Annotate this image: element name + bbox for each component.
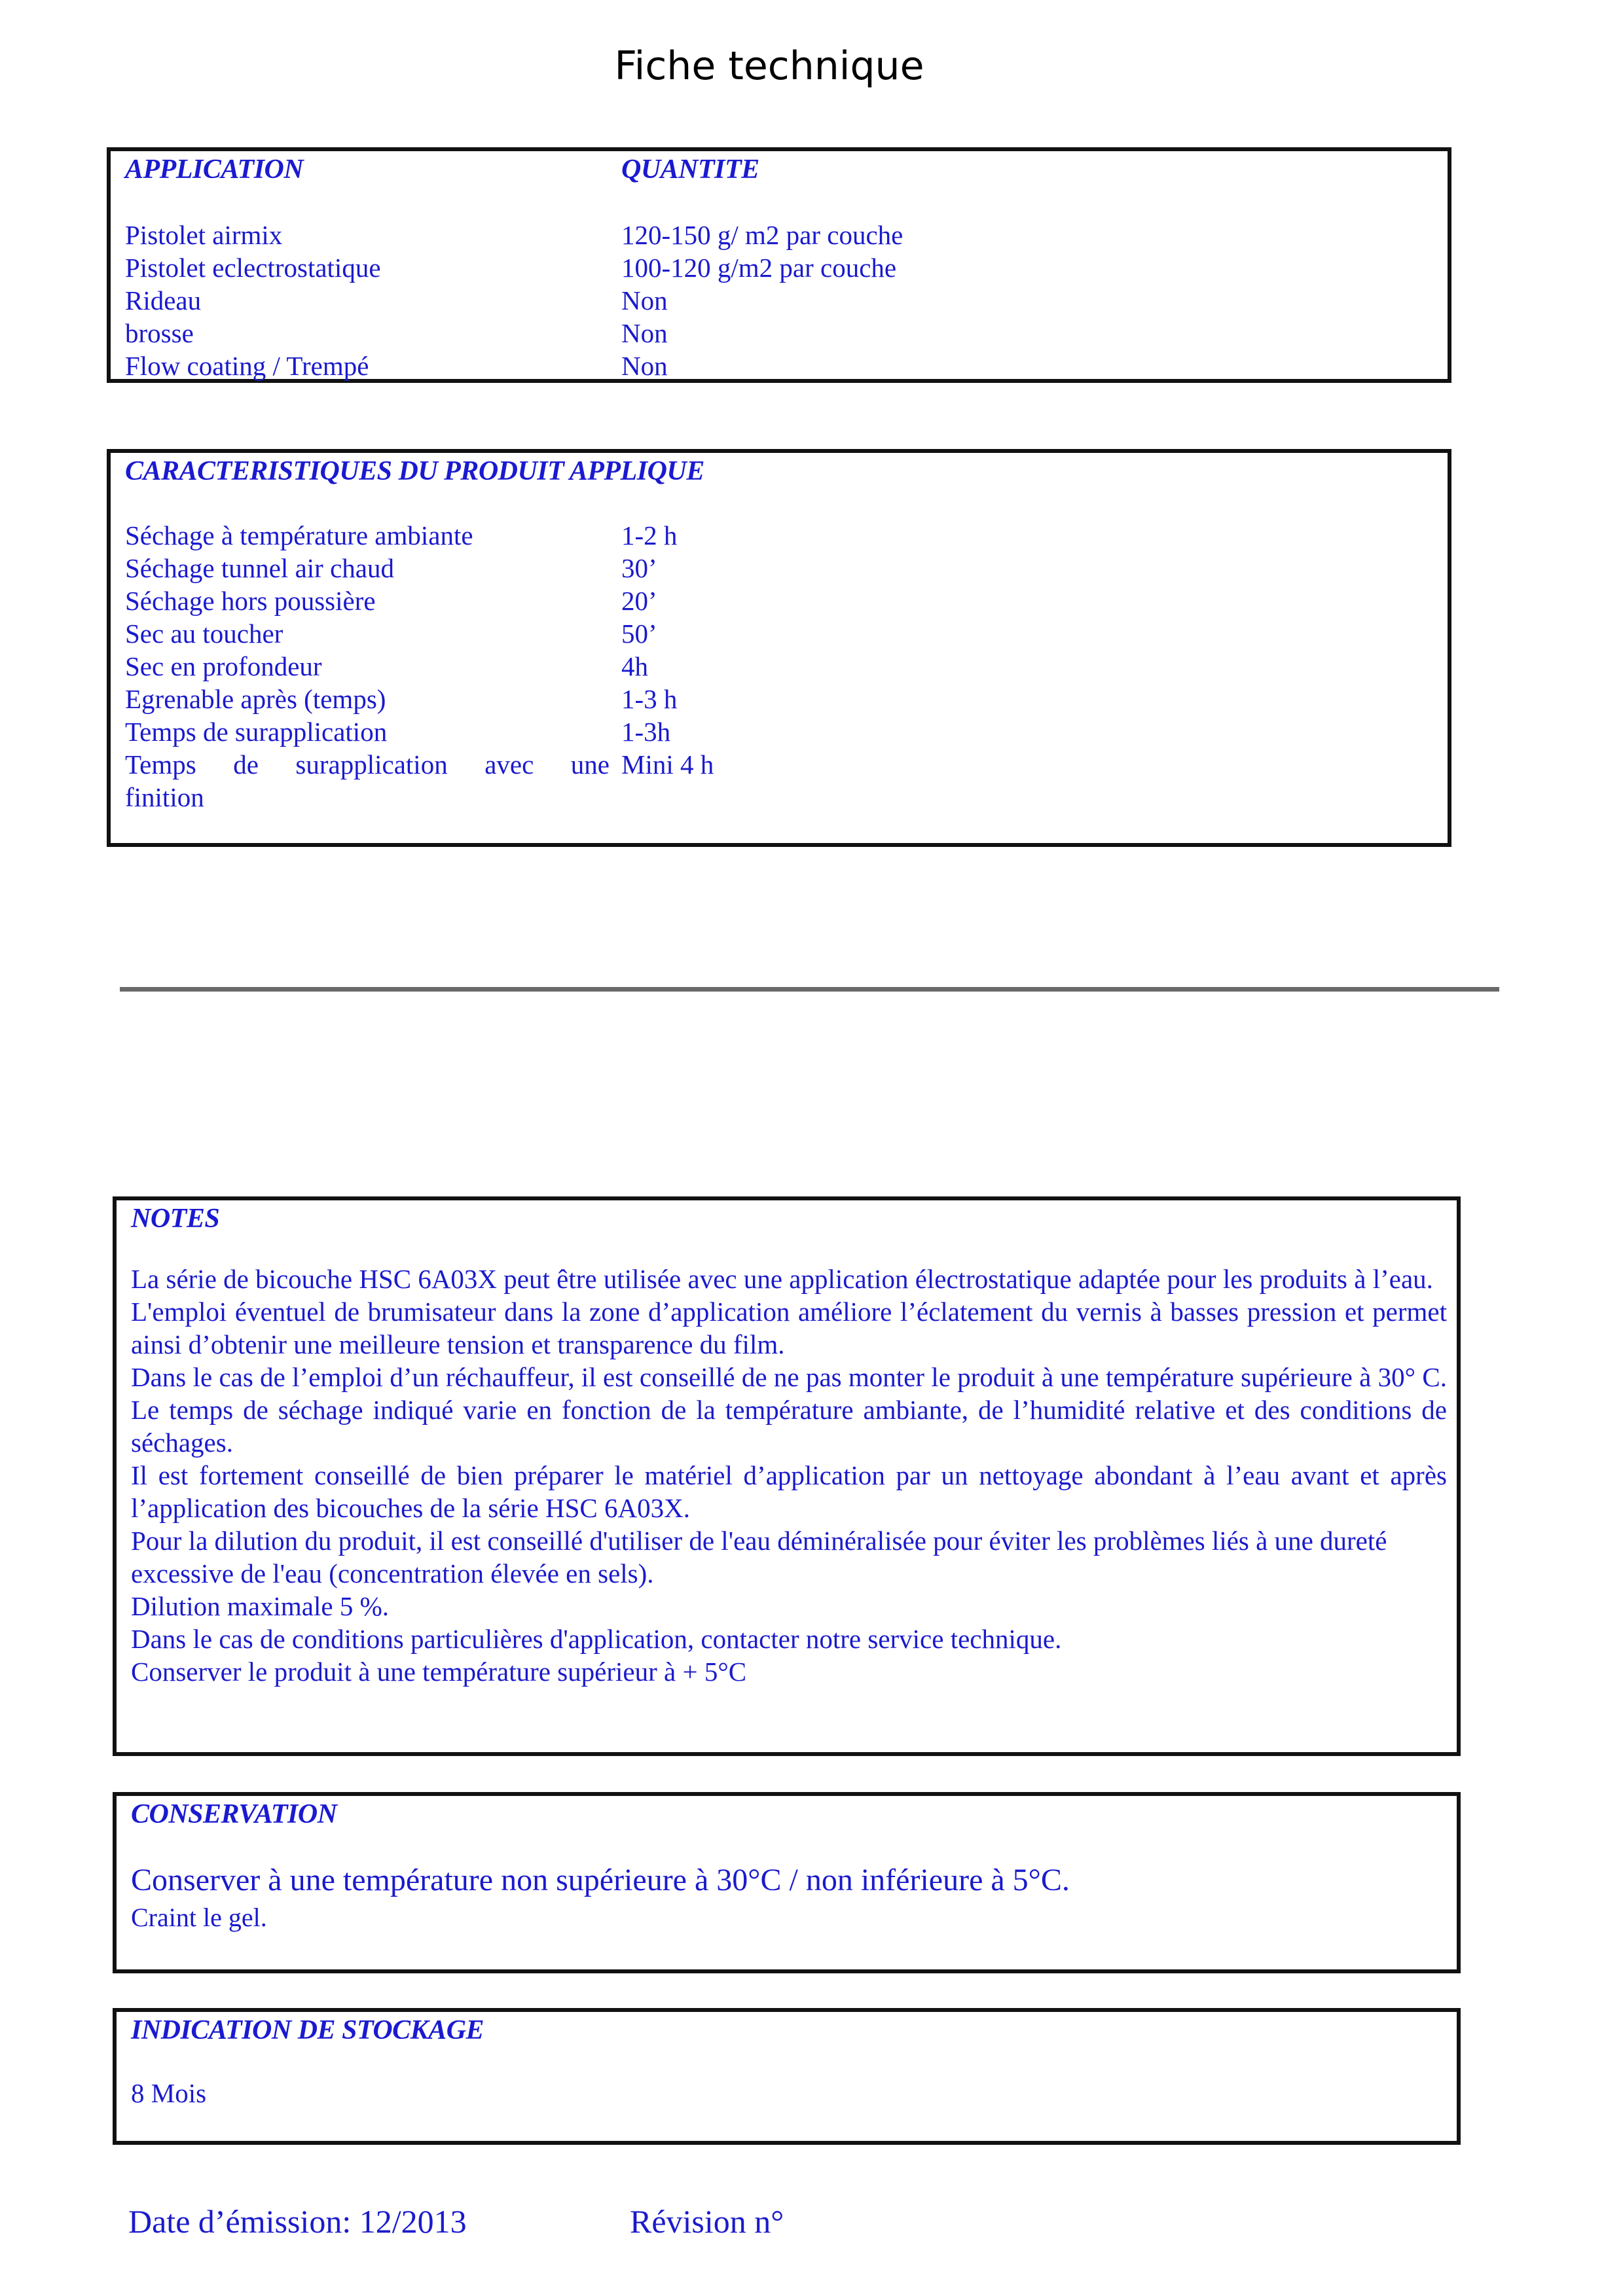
characteristic-label: Sec en profondeur — [125, 651, 322, 681]
notes-section — [113, 1196, 1461, 1756]
characteristic-label: Séchage hors poussière — [125, 586, 376, 616]
characteristic-label: finition — [125, 782, 204, 812]
characteristic-value: 20’ — [621, 586, 657, 616]
characteristic-value: 1-3 h — [621, 684, 678, 714]
storage-heading: INDICATION DE STOCKAGE — [131, 2015, 484, 2045]
conservation-section — [113, 1792, 1461, 1973]
note-paragraph: Conserver le produit à une température supérieur à + 5°C — [131, 1657, 747, 1687]
application-value: Non — [621, 318, 668, 348]
characteristics-heading: CARACTERISTIQUES DU PRODUIT APPLIQUE — [125, 456, 704, 486]
characteristic-value: 1-2 h — [621, 520, 678, 550]
application-label: Pistolet eclectrostatique — [125, 253, 381, 283]
storage-duration: 8 Mois — [131, 2078, 207, 2108]
revision-number: Révision n° — [630, 2203, 784, 2240]
characteristic-label: Temps de surapplication — [125, 717, 388, 747]
note-paragraph: Dans le cas de l’emploi d’un réchauffeur, il est conseillé de ne pas monter le produit à une température supérieure à 30° C. Le temps de séchage indiqué varie en fonction de la température ambiante, de l’humidité relative et des conditions de séchages. — [131, 1362, 1447, 1458]
quantity-heading: QUANTITE — [621, 154, 759, 185]
note-paragraph: La série de bicouche HSC 6A03X peut être utilisée avec une application électrostatique adaptée pour les produits à l’eau. — [131, 1264, 1433, 1294]
application-label: Rideau — [125, 285, 202, 315]
characteristic-value: 4h — [621, 651, 648, 681]
application-value: 120-150 g/ m2 par couche — [621, 220, 903, 250]
characteristic-label: Egrenable après (temps) — [125, 684, 386, 714]
storage-section — [113, 2008, 1461, 2145]
application-label: Pistolet airmix — [125, 220, 283, 250]
note-paragraph: Dans le cas de conditions particulières d'application, contacter notre service technique. — [131, 1624, 1062, 1654]
application-label: brosse — [125, 318, 194, 348]
characteristic-value: 1-3h — [621, 717, 671, 747]
characteristic-label: Temps de surapplication avec une — [125, 749, 610, 780]
application-heading: APPLICATION — [125, 154, 304, 185]
characteristic-label: Sec au toucher — [125, 619, 283, 649]
characteristic-value: 50’ — [621, 619, 657, 649]
characteristic-value: Mini 4 h — [621, 749, 714, 780]
page-title: Fiche technique — [614, 43, 924, 89]
application-value: Non — [621, 285, 668, 315]
conservation-note: Craint le gel. — [131, 1903, 267, 1932]
application-value: 100-120 g/m2 par couche — [621, 253, 897, 283]
conservation-text: Conserver à une température non supérieure à 30°C / non inférieure à 5°C. — [131, 1863, 1070, 1897]
conservation-heading: CONSERVATION — [131, 1799, 337, 1829]
application-label: Flow coating / Trempé — [125, 351, 369, 381]
notes-heading: NOTES — [131, 1204, 220, 1234]
horizontal-divider — [120, 987, 1499, 992]
note-paragraph: Il est fortement conseillé de bien préparer le matériel d’application par un nettoyage abondant à l’eau avant et après l’application des bicouches de la série HSC 6A03X. — [131, 1460, 1447, 1523]
characteristic-value: 30’ — [621, 553, 657, 583]
characteristic-label: Séchage à température ambiante — [125, 520, 473, 550]
application-value: Non — [621, 351, 668, 381]
notes-body — [131, 1263, 1447, 1688]
note-paragraph: L'emploi éventuel de brumisateur dans la zone d’application améliore l’éclatement du vernis à basses pression et permet ainsi d’obtenir une meilleure tension et transparence du film. — [131, 1297, 1447, 1359]
application-section — [107, 147, 1451, 383]
note-paragraph: Pour la dilution du produit, il est conseillé d'utiliser de l'eau déminéralisée pour éviter les problèmes liés à une dureté excessive de l'eau (concentration élevée en sels). — [131, 1526, 1387, 1588]
note-paragraph: Dilution maximale 5 %. — [131, 1591, 389, 1621]
characteristic-label: Séchage tunnel air chaud — [125, 553, 394, 583]
issue-date: Date d’émission: 12/2013 — [128, 2203, 467, 2240]
characteristics-section — [107, 449, 1451, 847]
